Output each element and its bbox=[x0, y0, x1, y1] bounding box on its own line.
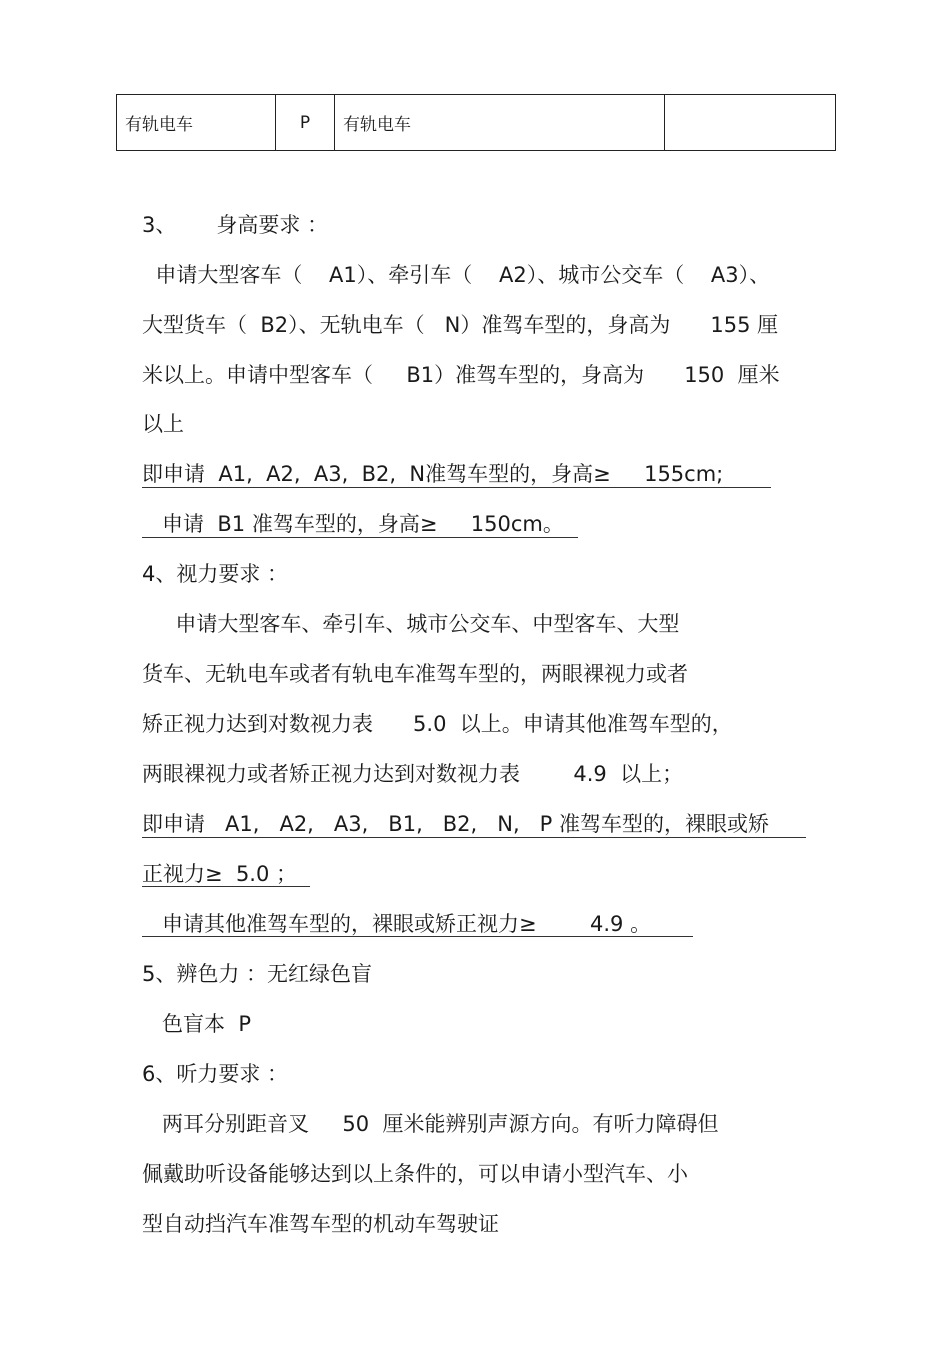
table-row bbox=[117, 95, 836, 151]
paragraph-line: 大型货车（ B2）、无轨电车（ N）准驾车型的，身高为 155 厘 bbox=[142, 313, 779, 337]
section-heading-vision: 4、视力要求 ： bbox=[142, 562, 289, 586]
paragraph-line: 型自动挡汽车准驾车型的机动车驾驶证 bbox=[142, 1212, 499, 1236]
underline bbox=[142, 936, 693, 937]
summary-line: 申请其他准驾车型的，裸眼或矫正视力≥ 4.9 。 bbox=[142, 912, 652, 936]
summary-line: 申请 B1 准驾车型的，身高≥ 150cm。 bbox=[142, 512, 564, 536]
vehicle-type-table bbox=[116, 94, 836, 151]
paragraph-line: 申请大型客车、牵引车、城市公交车、中型客车、大型 bbox=[142, 612, 680, 636]
summary-line: 即申请 A1, A2, A3, B2, N准驾车型的，身高≥ 155cm; bbox=[142, 462, 724, 486]
paragraph-line: 色盲本 P bbox=[142, 1012, 252, 1036]
section-heading-hearing: 6、听力要求 ： bbox=[142, 1062, 289, 1086]
section-heading-height: 3、 身高要求 ： bbox=[142, 213, 329, 237]
table-cell: P bbox=[276, 95, 335, 151]
paragraph-line: 矫正视力达到对数视力表 5.0 以上。申请其他准驾车型的， bbox=[142, 712, 733, 736]
paragraph-line: 两耳分别距音叉 50 厘米能辨别声源方向。有听力障碍但 bbox=[142, 1112, 719, 1136]
table-cell: 有轨电车 bbox=[335, 95, 665, 151]
paragraph-line: 佩戴助听设备能够达到以上条件的，可以申请小型汽车、小 bbox=[142, 1162, 688, 1186]
underline bbox=[142, 837, 806, 838]
table-cell bbox=[665, 95, 836, 151]
paragraph-line: 两眼裸视力或者矫正视力达到对数视力表 4.9 以上； bbox=[142, 762, 684, 786]
underline bbox=[142, 886, 310, 887]
table-cell: 有轨电车 bbox=[117, 95, 276, 151]
underline bbox=[142, 537, 578, 538]
paragraph-line: 米以上。申请中型客车（ B1）准驾车型的，身高为 150 厘米 bbox=[142, 363, 780, 387]
paragraph-line: 以上 bbox=[142, 412, 184, 436]
summary-line: 正视力≥ 5.0 ； bbox=[142, 862, 298, 886]
summary-line: 即申请 A1, A2, A3, B1, B2, N, P 准驾车型的，裸眼或矫 bbox=[142, 812, 769, 836]
section-heading-color: 5、辨色力 ：无红绿色盲 bbox=[142, 962, 373, 986]
underline bbox=[142, 487, 771, 488]
paragraph-line: 申请大型客车（ A1）、牵引车（ A2）、城市公交车（ A3）、 bbox=[142, 263, 771, 287]
paragraph-line: 货车、无轨电车或者有轨电车准驾车型的，两眼裸视力或者 bbox=[142, 662, 688, 686]
